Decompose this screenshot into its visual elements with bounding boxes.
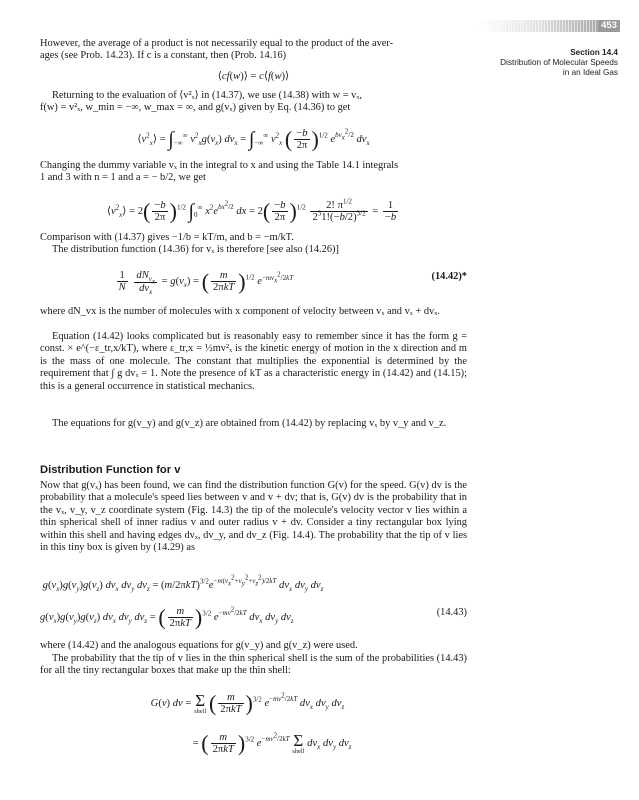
paragraph-4: Comparison with (14.37) gives −1/b = kT/m, and b = −m/kT. The distribution function (14.36) for vₓ is therefore [see also (14.26)] [40,232,339,256]
section-title-line2: in an Ideal Gas [562,68,618,77]
equation-number-14-43: (14.43) [436,607,467,618]
paragraph-1: However, the average of a product is not necessarily equal to the product of the aver- ages (see Prob. 14.23). If c is a constant, then (Prob. 14.16) [40,38,394,62]
paragraph-9: where (14.42) and the analogous equations for g(v_y) and g(v_z) were used. [40,640,358,651]
equation-product-g: $g(v_x)g(v_y)g(v_z)$ $dv_x$ $dv_y$ $dv_z = (m/2\pi kT)^{3/2}e^{-m(v_x^2+v_y^2+v_z^2)/2kT}$ $dv_x$ $dv_y$ $dv_z$ [42,574,324,593]
paragraph-10: The probability that the tip of v lies in the thin spherical shell is the sum of the probabilities (14.43) for all the tiny rectangular boxes that make up the thin shell: [40,653,467,677]
equation-number-14-42: (14.42)* [431,271,467,282]
page-number: 453 [598,20,620,32]
equation-vx2-result: $⟨v^2_x⟩ = 2$( $\frac{-b}{2\pi}$ )$^{1/2}$ $\int_0^\infty$ $x^2e^{bx^2/2}$ dx = 2( $\frac{-b}{2\pi}$ )$^{1/2}$ $\frac{2! \pi^{1/2}}{2^31!(-b/2)^{3/2}}$ = $\frac{1}{-b}$ [106,197,397,224]
section-heading: Distribution Function for v [40,464,181,476]
paragraph-6: Equation (14.42) looks complicated but is reasonably easy to remember since it has the form g = const. × e^(−ε_tr,x/kT), where ε_tr,x = ½mv²ₓ is the kinetic energy of motion in the x direction and m is the mass of one molecule. The constant that multiplies the exponential is determined by the requirement that ∫ g dvₓ = 1. Note the presence of kT as a characteristic energy in (14.42) and (14.15); this is a general occurrence in statistical mechanics. [40,331,467,392]
paragraph-3: Changing the dummy variable vₓ in the integral to x and using the Table 14.1 integrals 1 and 3 with n = 1 and a = − b/2, we get [40,160,399,184]
section-number: Section 14.4 [570,48,618,57]
equation-14-42: $\frac{1}{N}$ $\frac{dN_{v_x}}{dv_x}$ = $g(v_x)$ = ( $\frac{m}{\text{2πkT}}$ )$^{1/2}$ $e^{-mv_x^2/2kT}$ (14.42)* [118,268,467,296]
paragraph-7: The equations for g(v_y) and g(v_z) are obtained from (14.42) by replacing vₓ by v_y and v_z. [52,418,447,429]
header-gradient-bar [478,20,598,32]
running-head [480,48,618,78]
equation-14-43: $g(v_x)g(v_y)g(v_z)$ $dv_x$ $dv_y$ $dv_z$ = ( $\frac{m}{\text{2πkT}}$ )$^{3/2}$ $e^{-mv^2/2kT}$ $dv_x$ $dv_y$ $dv_z$ (14.43) [40,604,467,630]
paragraph-5: where dN_vx is the number of molecules with x component of velocity between vₓ and vₓ + dvₓ. [40,306,440,317]
equation-G-sum-1: G(v) dv = Σ shell ( $\frac{m}{\text{2πkT}}$ )$^{3/2}$ $e^{-mv^2/2kT}$ $dv_x$ $dv_y$ $dv_z$ [150,690,345,716]
equation-G-sum-2: = ( $\frac{m}{\text{2πkT}}$ )$^{3/2}$ $e^{-mv^2/2kT}$ Σ shell $dv_x$ $dv_y$ $dv_z$ [190,730,352,756]
section-title-line1: Distribution of Molecular Speeds [500,58,618,67]
equation-vx2-average: $⟨v^2_x⟩ = \int_{-\infty}^\infty$ $v^2_xg(v_x) dv_x = \int_{-\infty}^\infty$ $v^2_x$ ( $\frac{-b}{2\pi}$ )$^{1/2}$ $e^{bv_x^2/2}$ $dv_x$ [137,126,370,152]
paragraph-8: Now that g(vₓ) has been found, we can find the distribution function G(v) for the speed. G(v) dv is the probability that a molecule's speed lies between v and v + dv; that is, G(v) dv is the probability that in the vₓ, v_y, v_z coordinate system (Fig. 14.3) the tip of the molecule's velocity vector v lies within a thin spherical shell of inner radius v and outer radius v + dv. Consider a tiny rectangular box lying within this shell and having edges dvₓ, dv_y, and dv_z (Fig. 14.4). The probability that the tip of v lies in this tiny box is given by (14.29) as [40,480,467,554]
paragraph-2: Returning to the evaluation of ⟨v²ₓ⟩ in (14.37), we use (14.38) with w = vₓ, f(w) = v²ₓ, w_min = −∞, w_max = ∞, and g(vₓ) given by Eq. (14.36) to get [40,90,362,114]
equation-average-constant: ⟨cf(w)⟩ = c⟨f(w)⟩ [217,71,290,82]
